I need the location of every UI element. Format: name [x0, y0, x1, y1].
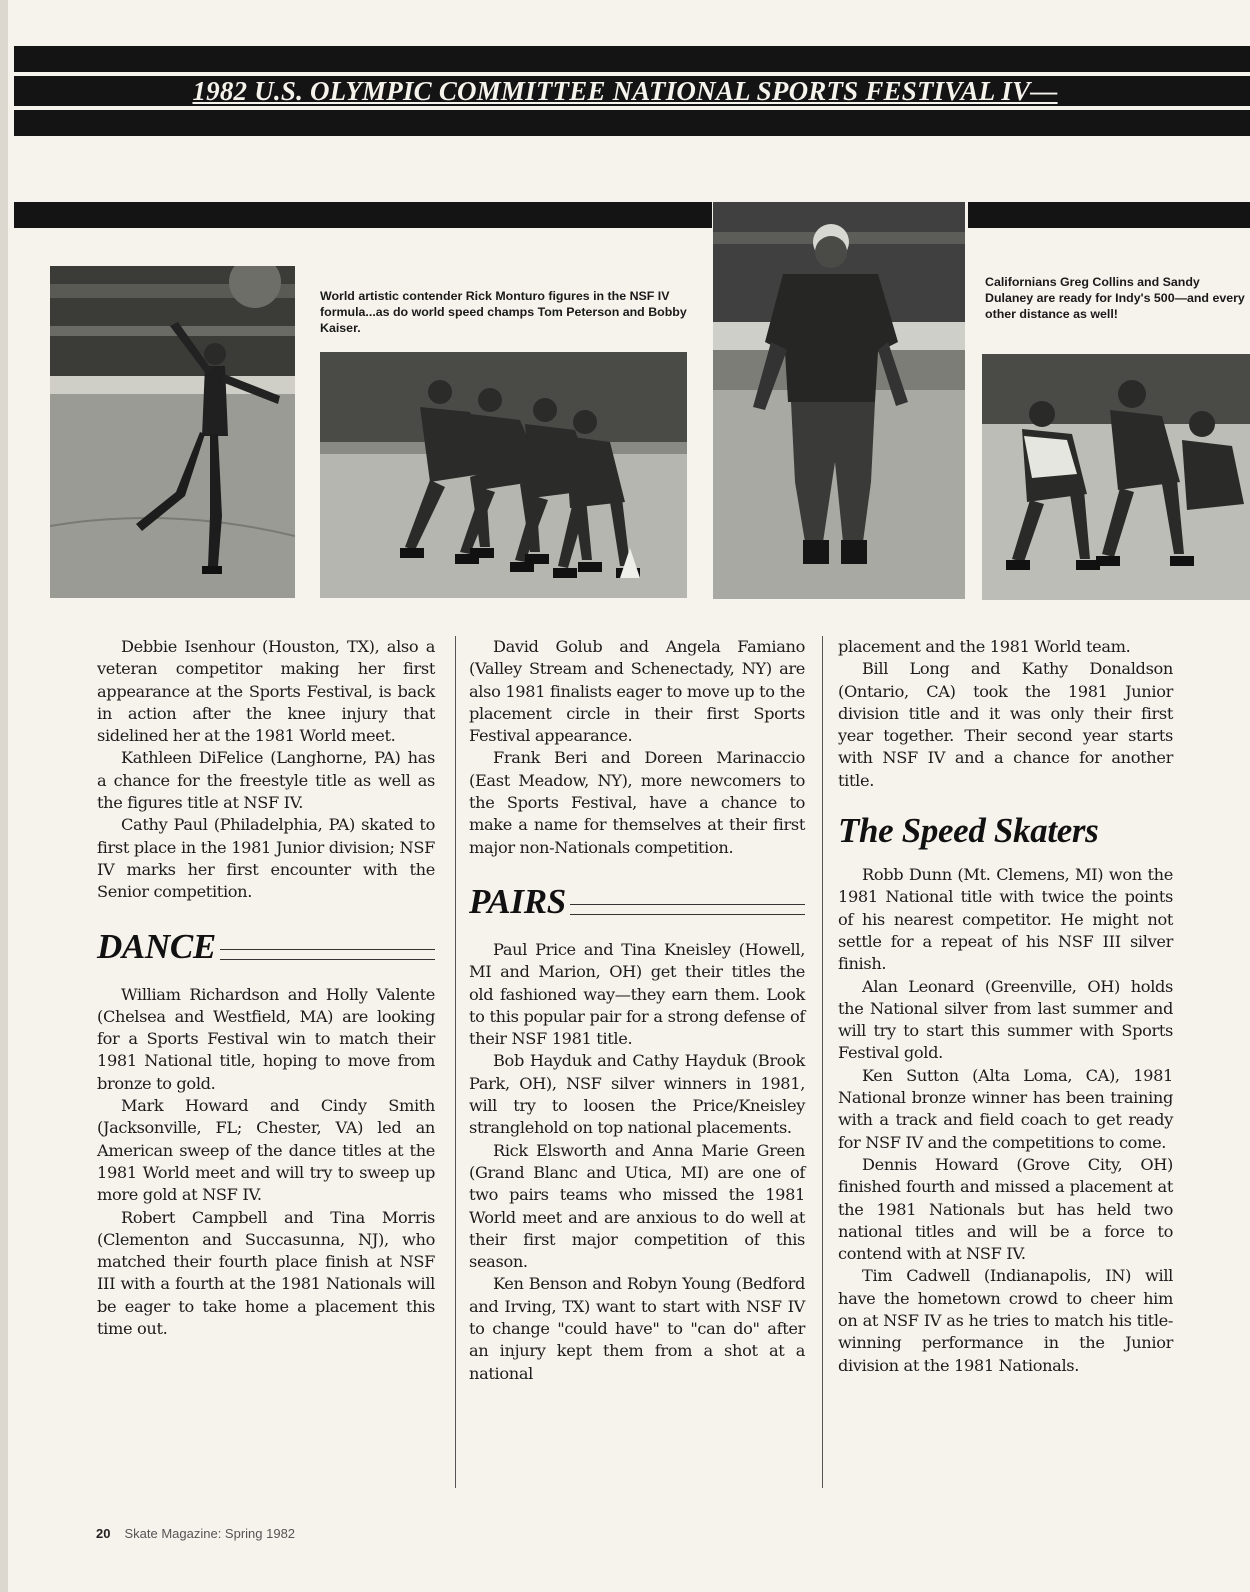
paragraph: Dennis Howard (Grove City, OH) finished fourth and missed a placement at the 1981 Nationals but has held two national titles and will be a force to contend with at NSF IV. [838, 1154, 1173, 1264]
column-divider-2 [822, 636, 823, 1488]
paragraph-continuation: placement and the 1981 World team. [838, 637, 1131, 656]
header-bar-bottom [14, 110, 1250, 136]
skater-portrait-photo [713, 202, 965, 599]
paragraph: Bob Hayduk and Cathy Hayduk (Brook Park, OH), NSF silver winners in 1981, will try to loosen the Price/Kneisley stranglehold on top national placements. [469, 1051, 805, 1138]
paragraph: Alan Leonard (Greenville, OH) holds the National silver from last summer and will try to start this summer with Sports Festival gold. [838, 976, 1173, 1063]
paragraph: Tim Cadwell (Indianapolis, IN) will have the hometown crowd to cheer him on at NSF IV as he tries to match his title-winning performance in the Junior division at the 1981 Nationals. [838, 1266, 1173, 1375]
section-title: DANCE [97, 926, 216, 966]
section-heading-dance [97, 928, 435, 966]
speed-skaters-group-photo [320, 352, 687, 598]
speed-skaters-pair-photo [982, 354, 1250, 600]
paragraph: Bill Long and Kathy Donaldson (Ontario, CA) took the 1981 Junior division title and it was only their first year together. Their second year starts with NSF IV and a chance for another title. [838, 659, 1173, 790]
figure-skater-photo [50, 266, 295, 598]
paragraph: Mark Howard and Cindy Smith (Jacksonville, FL; Chester, VA) led an American sweep of the dance titles at the 1981 World meet and will try to sweep up more gold at NSF IV. [97, 1096, 435, 1205]
paragraph: Robb Dunn (Mt. Clemens, MI) won the 1981 National title with twice the points of his nearest competitor. He might not settle for a repeat of his NSF III silver finish. [838, 865, 1173, 974]
article-column-2 [469, 636, 805, 1385]
paragraph: Kathleen DiFelice (Langhorne, PA) has a chance for the freestyle title as well as the figures title at NSF IV. [97, 748, 435, 813]
paragraph: Debbie Isenhour (Houston, TX), also a veteran competitor making her first appearance at the Sports Festival, is back in action after the knee injury that sidelined her at the 1981 World meet. [97, 637, 435, 746]
section-heading-speed-skaters: The Speed Skaters [838, 811, 1099, 851]
section-rule [570, 914, 805, 915]
paragraph: William Richardson and Holly Valente (Chelsea and Westfield, MA) are looking for a Sports Festival win to match their 1981 National title, hoping to move from bronze to gold. [97, 984, 435, 1093]
section-rule [220, 959, 435, 960]
paragraph: Cathy Paul (Philadelphia, PA) skated to first place in the 1981 Junior division; NSF IV marks her first encounter with the Senior competition. [97, 815, 435, 902]
caption-middle-photos: World artistic contender Rick Monturo figures in the NSF IV formula...as do world speed champs Tom Peterson and Bobby Kaiser. [320, 289, 687, 335]
caption-right-photo: Californians Greg Collins and Sandy Dulaney are ready for Indy's 500—and every other distance as well! [985, 275, 1245, 321]
paragraph: Ken Benson and Robyn Young (Bedford and Irving, TX) want to start with NSF IV to change "could have" to "can do" after an injury kept them from a shot at a national [469, 1274, 805, 1383]
photo-band-bar-left [14, 202, 712, 228]
paragraph: Frank Beri and Doreen Marinaccio (East Meadow, NY), more newcomers to the Sports Festival, have a chance to make a name for themselves at their first major non-Nationals competition. [469, 748, 805, 857]
paragraph: David Golub and Angela Famiano (Valley Stream and Schenectady, NY) are also 1981 finalists eager to move up to the placement circle in their first Sports Festival appearance. [469, 637, 805, 746]
photo-band-bar-right [968, 202, 1250, 228]
column-divider-1 [455, 636, 456, 1488]
article-column-1 [97, 636, 435, 1340]
page-footer [96, 1526, 295, 1541]
paragraph: Paul Price and Tina Kneisley (Howell, MI and Marion, OH) get their titles the old fashioned way—they earn them. Look to this popular pair for a strong defense of their NSF 1981 title. [469, 939, 805, 1049]
section-title: PAIRS [469, 881, 566, 921]
publication-name: Skate Magazine: Spring 1982 [124, 1526, 296, 1541]
paragraph: Ken Sutton (Alta Loma, CA), 1981 National bronze winner has been training with a track and field coach to get ready for NSF IV and the competitions to come. [838, 1065, 1173, 1152]
page-headline: 1982 U.S. OLYMPIC COMMITTEE NATIONAL SPORTS FESTIVAL IV— [192, 76, 1058, 106]
article-column-3 [838, 636, 1173, 1377]
page-number: 20 [96, 1526, 111, 1541]
paragraph: Robert Campbell and Tina Morris (Clementon and Succasunna, NJ), who matched their fourth place finish at NSF III with a fourth at the 1981 Nationals will be eager to take home a placement this time out. [97, 1207, 435, 1339]
page-gutter [0, 0, 8, 1592]
header-bar-top [14, 46, 1250, 72]
section-heading-pairs [469, 883, 805, 921]
paragraph: Rick Elsworth and Anna Marie Green (Grand Blanc and Utica, MI) are one of two pairs teams who missed the 1981 World meet and are anxious to do well at their first major competition of this season. [469, 1140, 805, 1272]
